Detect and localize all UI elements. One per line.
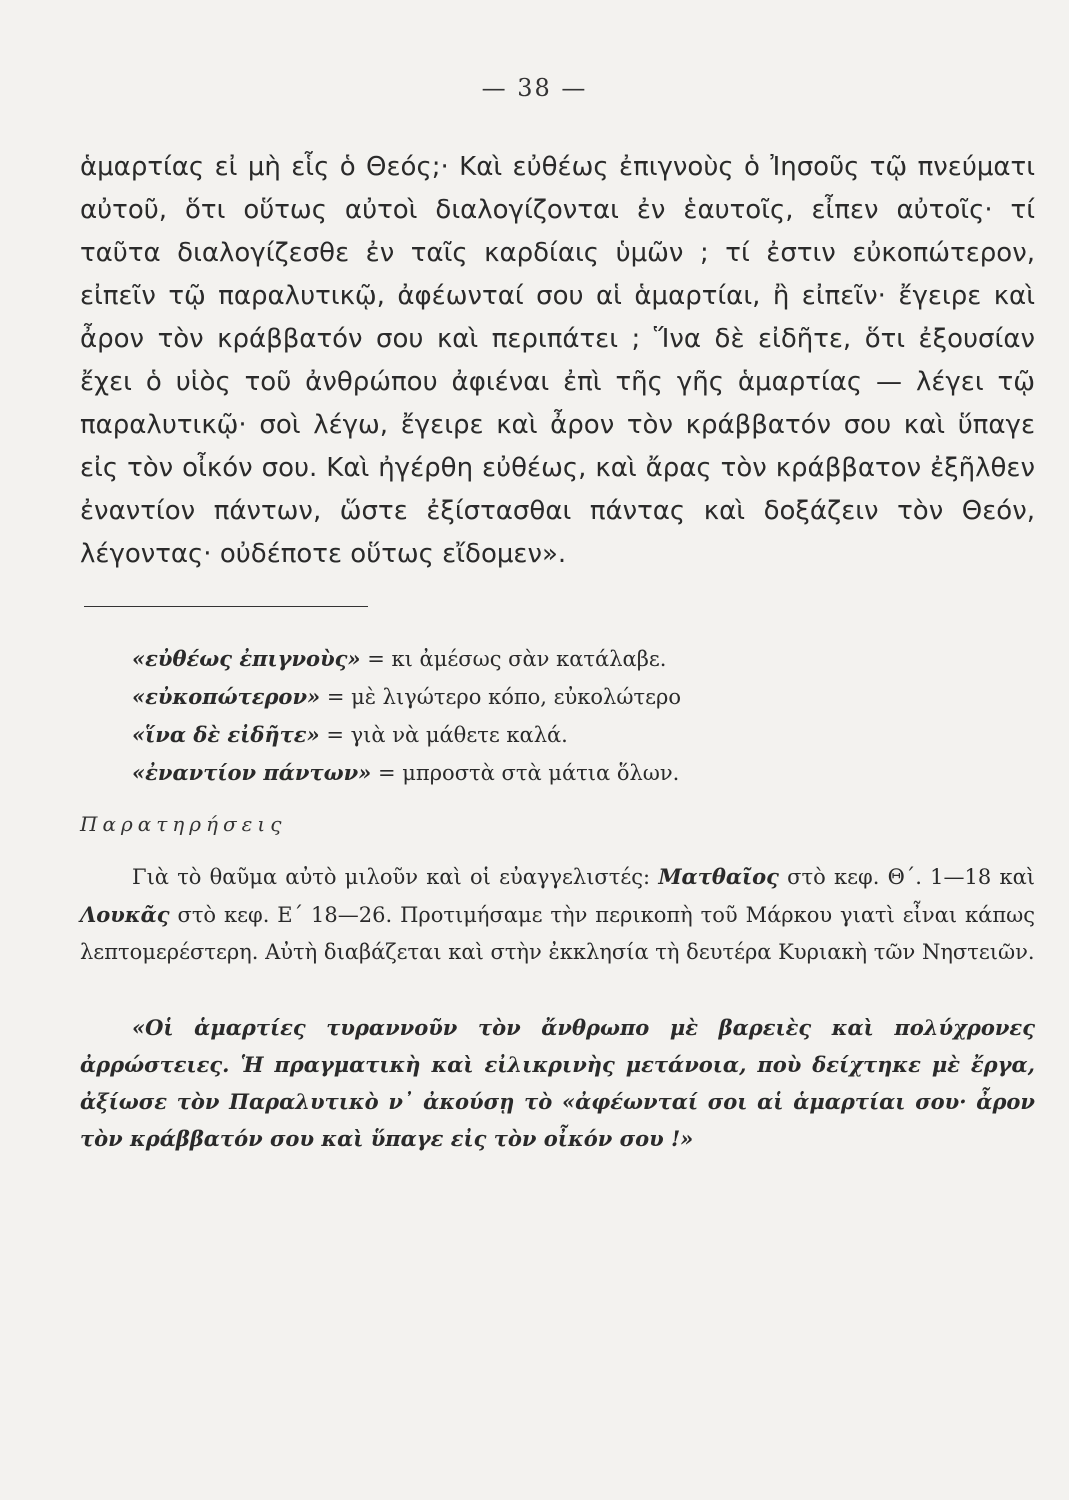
glossary-list [132, 640, 1012, 792]
glossary-separator: = [320, 685, 352, 709]
glossary-definition: μὲ λιγώτερο κόπο, εὐκολώτερο [351, 685, 681, 709]
glossary-item [132, 678, 1012, 716]
main-text: ἁμαρτίας εἰ μὴ εἷς ὁ Θεός;· Καὶ εὐθέως ἐπιγνοὺς ὁ Ἰησοῦς τῷ πνεύματι αὐτοῦ, ὅτι οὕτως αὐτοὶ διαλογίζονται ἐν ἑαυτοῖς, εἶπεν αὐτοῖς· τί ταῦτα διαλογίζεσθε ἐν ταῖς καρδίαις ὑμῶν ; τί ἐστιν εὐκοπώτερον, εἰπεῖν τῷ παραλυτικῷ, ἀφέωνταί σου αἱ ἁμαρτίαι, ἢ εἰπεῖν· ἔγειρε καὶ ἆρον τὸν κράββατόν σου καὶ περιπάτει ; Ἵνα δὲ εἰδῆτε, ὅτι ἐξουσίαν ἔχει ὁ υἱὸς τοῦ ἀνθρώπου ἀφιέναι ἐπὶ τῆς γῆς ἁμαρτίας — λέγει τῷ παραλυτικῷ· σοὶ λέγω, ἔγειρε καὶ ἆρον τὸν κράββατόν σου καὶ ὕπαγε εἰς τὸν οἶκόν σου. Καὶ ἠγέρθη εὐθέως, καὶ ἄρας τὸν κράββατον ἐξῆλθεν ἐναντίον πάντων, ὥστε ἐξίστασθαι πάντας καὶ δοξάζειν τὸν Θεόν, λέγοντας· οὐδέποτε οὕτως εἴδομεν». [80, 152, 1035, 569]
glossary-term: «ἐναντίον πάντων» [132, 760, 372, 785]
glossary-item [132, 716, 1012, 754]
remarks-paragraph [80, 858, 1035, 971]
quote-paragraph: «Οἱ ἁμαρτίες τυραννοῦν τὸν ἄνθρωπο μὲ βαρειὲς καὶ πολύχρονες ἀρρώστειες. Ἡ πραγματικὴ καὶ εἰλικρινὴς μετάνοια, ποὺ δείχτηκε μὲ ἔργα, ἀξίωσε τὸν Παραλυτικὸ ν᾽ ἀκούσῃ τὸ «ἀφέωνταί σοι αἱ ἁμαρτίαι σου· ἆρον τὸν κράββατόν σου καὶ ὕπαγε εἰς τὸν οἶκόν σου !» [80, 1015, 1035, 1151]
glossary-definition: κι ἀμέσως σὰν κατάλαβε. [391, 647, 667, 671]
glossary-term: «εὐθέως ἐπιγνοὺς» [132, 646, 361, 671]
remarks-text: Γιὰ τὸ θαῦμα αὐτὸ μιλοῦν καὶ οἱ εὐαγγελιστές: [132, 865, 659, 889]
page-number: — 38 — [481, 74, 588, 102]
glossary-item [132, 754, 1012, 792]
glossary-separator: = [319, 723, 351, 747]
remarks-emphasis: Λουκᾶς [80, 902, 170, 927]
glossary-item [132, 640, 1012, 678]
remarks-text: στὸ κεφ. Θ΄. 1—18 καὶ [778, 865, 1035, 889]
glossary-separator: = [371, 761, 403, 785]
glossary-separator: = [360, 647, 392, 671]
glossary-definition: γιὰ νὰ μάθετε καλά. [350, 723, 568, 747]
glossary-term: «εὐκοπώτερον» [132, 684, 321, 709]
remarks-emphasis: Ματθαῖος [658, 864, 779, 889]
remarks-text: στὸ κεφ. Ε΄ 18—26. Προτιμήσαμε τὴν περικοπὴ τοῦ Μάρκου γιατὶ εἶναι κάπως λεπτομερέστερη. Αὐτὴ διαβάζεται καὶ στὴν ἐκκλησία τὴ δευτέρα Κυριακὴ τῶν Νηστειῶν. [80, 903, 1035, 964]
glossary-definition: μπροστὰ στὰ μάτια ὅλων. [402, 761, 680, 785]
glossary-term: «ἵνα δὲ εἰδῆτε» [132, 722, 320, 747]
footnote-divider [84, 606, 368, 607]
section-heading: Παρατηρήσεις [80, 812, 287, 836]
